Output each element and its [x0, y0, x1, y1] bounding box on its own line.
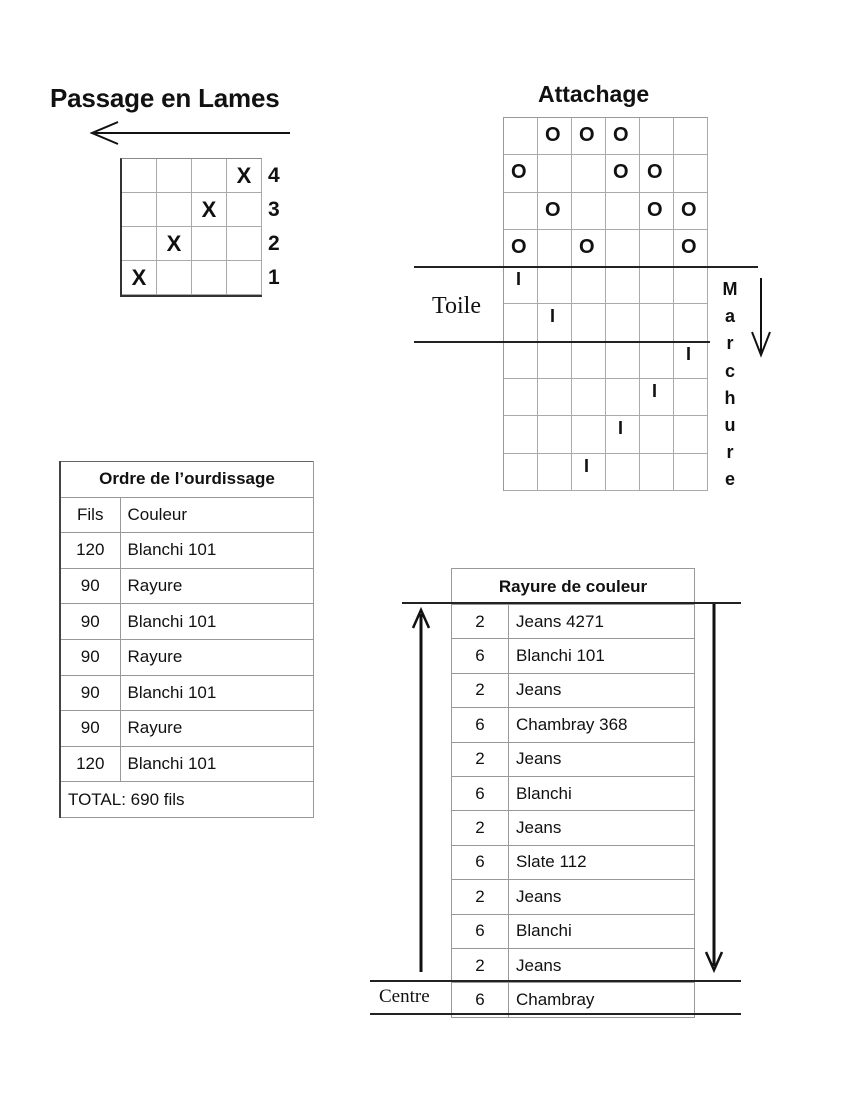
- attachage-cell: [606, 230, 640, 267]
- ordre-col-couleur: Couleur: [120, 497, 314, 533]
- passage-cell: [157, 159, 192, 193]
- table-row: [452, 742, 695, 776]
- couleur-value: Blanchi: [509, 776, 695, 810]
- table-row: [60, 604, 314, 640]
- attachage-cell: I: [504, 267, 538, 304]
- couleur-value: Jeans: [509, 742, 695, 776]
- attachage-cell: [640, 267, 674, 304]
- attachage-cell: [640, 304, 674, 341]
- rayure-table: [451, 568, 695, 1018]
- thread-count: 2: [452, 742, 509, 776]
- attachage-cell: O: [538, 193, 572, 230]
- table-row: [60, 568, 314, 604]
- passage-cell: [122, 193, 157, 227]
- passage-title: Passage en Lames: [50, 83, 280, 113]
- attachage-cell: [640, 454, 674, 491]
- table-row: [60, 746, 314, 782]
- marchure-letter: M: [722, 279, 738, 299]
- passage-cell: [122, 159, 157, 193]
- attachage-cell: [640, 342, 674, 379]
- attachage-cell: [504, 118, 538, 155]
- thread-count: 2: [452, 605, 509, 639]
- table-row: [452, 948, 695, 982]
- attachage-cell: [674, 416, 708, 453]
- attachage-cell: [504, 454, 538, 491]
- marchure-letter: e: [724, 469, 735, 490]
- table-row: [452, 639, 695, 673]
- passage-cell: X: [227, 159, 262, 193]
- passage-cell: [157, 261, 192, 295]
- marchure-letter: r: [726, 442, 734, 463]
- attachage-cell: [572, 416, 606, 453]
- attachage-cell: [606, 304, 640, 341]
- attachage-cell: O: [572, 230, 606, 267]
- attachage-cell: O: [504, 230, 538, 267]
- attachage-cell: [538, 155, 572, 192]
- fils-value: 90: [60, 675, 120, 711]
- attachage-cell: [606, 454, 640, 491]
- divider: [370, 980, 741, 982]
- passage-cell: [227, 227, 262, 261]
- attachage-cell: [606, 193, 640, 230]
- attachage-cell: O: [504, 155, 538, 192]
- passage-cell: [227, 193, 262, 227]
- attachage-cell: O: [606, 118, 640, 155]
- divider: [414, 266, 758, 268]
- attachage-grid: [503, 117, 708, 491]
- couleur-value: Blanchi 101: [120, 675, 314, 711]
- attachage-cell: [674, 379, 708, 416]
- thread-count: 6: [452, 914, 509, 948]
- couleur-value: Rayure: [120, 568, 314, 604]
- passage-grid: [120, 158, 262, 297]
- marchure-letter: h: [724, 387, 736, 408]
- table-row: [452, 605, 695, 639]
- table-row: [452, 708, 695, 742]
- couleur-value: Rayure: [120, 711, 314, 747]
- couleur-value: Blanchi 101: [120, 533, 314, 569]
- divider: [370, 1013, 741, 1015]
- attachage-cell: O: [640, 193, 674, 230]
- total-value: TOTAL: 690 fils: [60, 782, 314, 818]
- couleur-value: Blanchi: [509, 914, 695, 948]
- attachage-cell: O: [640, 155, 674, 192]
- attachage-cell: O: [538, 118, 572, 155]
- passage-cell: [192, 159, 227, 193]
- table-row: [452, 845, 695, 879]
- attachage-cell: [504, 342, 538, 379]
- thread-count: 6: [452, 708, 509, 742]
- couleur-value: Blanchi 101: [120, 604, 314, 640]
- attachage-cell: [538, 342, 572, 379]
- attachage-cell: [640, 118, 674, 155]
- table-row: [452, 914, 695, 948]
- arrow-down-icon: [706, 604, 722, 970]
- shaft-number: 1: [268, 266, 280, 289]
- thread-count: 6: [452, 845, 509, 879]
- attachage-cell: O: [674, 193, 708, 230]
- marchure-letter: u: [724, 415, 736, 436]
- passage-cell: X: [192, 193, 227, 227]
- attachage-cell: [606, 379, 640, 416]
- attachage-cell: I: [606, 416, 640, 453]
- thread-count: 2: [452, 880, 509, 914]
- shaft-number: 4: [268, 164, 280, 187]
- attachage-cell: [538, 230, 572, 267]
- passage-cell: [227, 261, 262, 295]
- attachage-cell: [572, 155, 606, 192]
- thread-count: 2: [452, 948, 509, 982]
- ordre-title: Ordre de l’ourdissage: [60, 462, 314, 498]
- fils-value: 120: [60, 533, 120, 569]
- fils-value: 90: [60, 639, 120, 675]
- attachage-cell: [674, 454, 708, 491]
- centre-label: Centre: [379, 986, 430, 1007]
- fils-value: 120: [60, 746, 120, 782]
- attachage-cell: [572, 304, 606, 341]
- attachage-cell: [538, 454, 572, 491]
- attachage-cell: [674, 267, 708, 304]
- attachage-cell: [640, 416, 674, 453]
- shaft-number: 3: [268, 198, 280, 221]
- table-row: [60, 639, 314, 675]
- passage-cell: [192, 227, 227, 261]
- passage-cell: [157, 193, 192, 227]
- attachage-cell: [572, 379, 606, 416]
- thread-count: 6: [452, 639, 509, 673]
- shaft-number: 2: [268, 232, 280, 255]
- couleur-value: Jeans: [509, 673, 695, 707]
- attachage-cell: [504, 379, 538, 416]
- attachage-cell: [538, 379, 572, 416]
- attachage-cell: [674, 304, 708, 341]
- attachage-cell: [538, 416, 572, 453]
- attachage-title: Attachage: [538, 81, 650, 107]
- marchure-label: [719, 276, 741, 494]
- passage-cell: X: [157, 227, 192, 261]
- attachage-cell: [504, 193, 538, 230]
- attachage-cell: [640, 230, 674, 267]
- couleur-value: Jeans 4271: [509, 605, 695, 639]
- marchure-letter: c: [724, 360, 735, 381]
- attachage-cell: [606, 267, 640, 304]
- attachage-cell: I: [572, 454, 606, 491]
- attachage-cell: [572, 267, 606, 304]
- arrow-up-icon: [413, 610, 429, 972]
- attachage-cell: [538, 267, 572, 304]
- attachage-cell: [504, 416, 538, 453]
- table-row: [452, 673, 695, 707]
- ordre-table: [59, 461, 314, 818]
- table-row: [452, 776, 695, 810]
- couleur-value: Blanchi 101: [509, 639, 695, 673]
- rayure-title: Rayure de couleur: [452, 569, 695, 605]
- table-row: [60, 711, 314, 747]
- couleur-value: Chambray 368: [509, 708, 695, 742]
- couleur-value: Rayure: [120, 639, 314, 675]
- divider: [402, 602, 741, 604]
- marchure-letter: r: [726, 333, 734, 354]
- table-row: [60, 675, 314, 711]
- attachage-cell: O: [606, 155, 640, 192]
- arrow-left-icon: [92, 122, 290, 144]
- couleur-value: Chambray: [509, 983, 695, 1017]
- attachage-cell: [606, 342, 640, 379]
- table-row: [452, 811, 695, 845]
- thread-count: 6: [452, 983, 509, 1017]
- toile-label: Toile: [432, 293, 481, 319]
- attachage-cell: [504, 304, 538, 341]
- passage-cell: X: [122, 261, 157, 295]
- couleur-value: Jeans: [509, 880, 695, 914]
- table-row: [452, 880, 695, 914]
- attachage-cell: [674, 155, 708, 192]
- thread-count: 2: [452, 811, 509, 845]
- attachage-cell: I: [640, 379, 674, 416]
- attachage-cell: I: [538, 304, 572, 341]
- ordre-col-fils: Fils: [60, 497, 120, 533]
- passage-cell: [122, 227, 157, 261]
- fils-value: 90: [60, 604, 120, 640]
- fils-value: 90: [60, 568, 120, 604]
- attachage-cell: O: [572, 118, 606, 155]
- thread-count: 6: [452, 776, 509, 810]
- passage-cell: [192, 261, 227, 295]
- attachage-cell: [572, 342, 606, 379]
- attachage-cell: I: [674, 342, 708, 379]
- table-row: [60, 533, 314, 569]
- divider: [414, 341, 710, 343]
- couleur-value: Blanchi 101: [120, 746, 314, 782]
- marchure-letter: a: [724, 306, 735, 327]
- attachage-cell: O: [674, 230, 708, 267]
- fils-value: 90: [60, 711, 120, 747]
- couleur-value: Jeans: [509, 811, 695, 845]
- attachage-cell: [572, 193, 606, 230]
- attachage-cell: [674, 118, 708, 155]
- couleur-value: Jeans: [509, 948, 695, 982]
- arrow-down-icon: [752, 278, 770, 355]
- couleur-value: Slate 112: [509, 845, 695, 879]
- thread-count: 2: [452, 673, 509, 707]
